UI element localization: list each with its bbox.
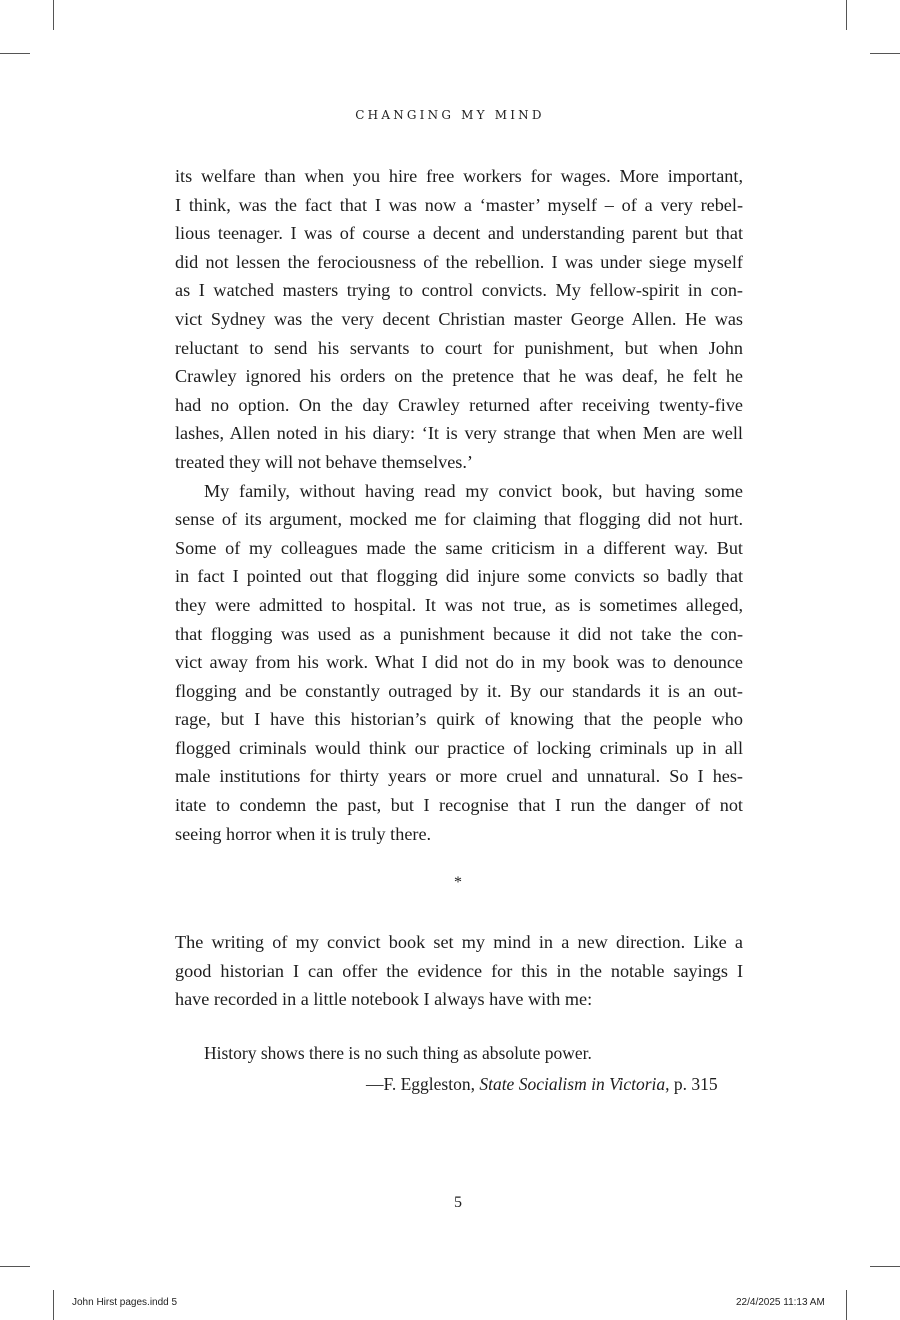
- text-line: I think, was the fact that I was now a ‘master’ myself – of a very rebel-: [175, 194, 743, 215]
- text-line: reluctant to send his servants to court for punishment, but when John: [175, 337, 743, 358]
- crop-mark: [870, 1266, 900, 1267]
- text-line: My family, without having read my convict book, but having some: [204, 480, 743, 501]
- page-number: 5: [454, 1194, 462, 1211]
- attribution-suffix: , p. 315: [665, 1074, 718, 1094]
- text-line: vict Sydney was the very decent Christian master George Allen. He was: [175, 308, 743, 329]
- text-line: flogging and be constantly outraged by it. By our standards it is an out-: [175, 680, 743, 701]
- text-line: itate to condemn the past, but I recognise that I run the danger of not: [175, 795, 743, 816]
- text-line: have recorded in a little notebook I always have with me:: [175, 989, 593, 1010]
- slug-datetime: 22/4/2025 11:13 AM: [736, 1297, 825, 1308]
- crop-mark: [0, 53, 30, 54]
- text-line: lashes, Allen noted in his diary: ‘It is very strange that when Men are well: [175, 423, 743, 444]
- crop-mark: [53, 1290, 54, 1320]
- text-line: seeing horror when it is truly there.: [175, 823, 432, 844]
- text-line: had no option. On the day Crawley returned after receiving twenty-five: [175, 394, 743, 415]
- text-line: flogged criminals would think our practice of locking criminals up in all: [175, 737, 743, 758]
- text-line: that flogging was used as a punishment because it did not take the con-: [175, 623, 743, 644]
- text-line: The writing of my convict book set my mind in a new direction. Like a: [175, 932, 743, 952]
- text-line: rage, but I have this historian’s quirk of knowing that the people who: [175, 709, 743, 730]
- text-line: Some of my colleagues made the same criticism in a different way. But: [175, 537, 743, 558]
- quote-attribution: [366, 1072, 718, 1096]
- text-line: as I watched masters trying to control convicts. My fellow-spirit in con-: [175, 280, 743, 301]
- text-line: lious teenager. I was of course a decent and understanding parent but that: [175, 223, 743, 244]
- text-line: did not lessen the ferociousness of the rebellion. I was under siege myself: [175, 251, 743, 272]
- crop-mark: [0, 1266, 30, 1267]
- text-line: sense of its argument, mocked me for claiming that flogging did not hurt.: [175, 509, 743, 530]
- text-line: male institutions for thirty years or more cruel and unnatural. So I hes-: [175, 766, 743, 787]
- text-line: good historian I can offer the evidence for this in the notable sayings I: [175, 960, 743, 981]
- text-line: its welfare than when you hire free workers for wages. More important,: [175, 166, 743, 186]
- crop-mark: [846, 1290, 847, 1320]
- attribution-prefix: —F. Eggleston,: [366, 1074, 480, 1094]
- block-quote: History shows there is no such thing as absolute power.: [204, 1043, 592, 1063]
- paragraph-3: [175, 928, 743, 1014]
- crop-mark: [846, 0, 847, 30]
- slug-filename: John Hirst pages.indd 5: [72, 1297, 178, 1308]
- text-line: treated they will not behave themselves.’: [175, 451, 473, 472]
- section-separator: *: [454, 874, 462, 891]
- crop-mark: [870, 53, 900, 54]
- text-line: Crawley ignored his orders on the pretence that he was deaf, he felt he: [175, 366, 743, 387]
- text-line: they were admitted to hospital. It was not true, as is sometimes alleged,: [175, 594, 743, 615]
- text-line: in fact I pointed out that flogging did injure some convicts so badly that: [175, 566, 743, 587]
- attribution-title: State Socialism in Victoria: [479, 1074, 666, 1094]
- crop-mark: [53, 0, 54, 30]
- running-head: CHANGING MY MIND: [355, 108, 545, 122]
- text-line: vict away from his work. What I did not do in my book was to denounce: [175, 652, 743, 673]
- paragraph-1: [175, 162, 743, 848]
